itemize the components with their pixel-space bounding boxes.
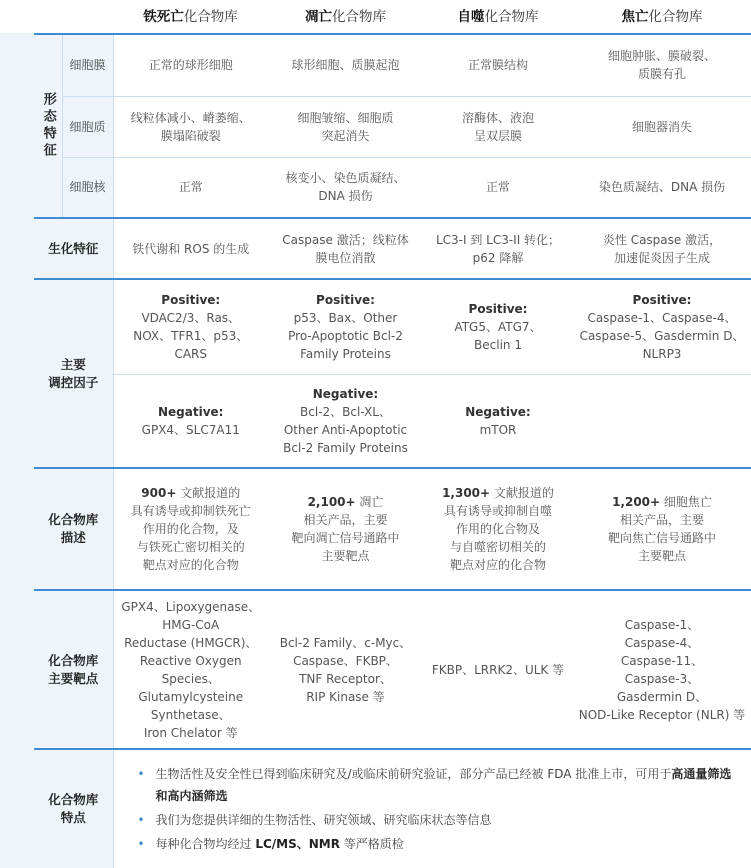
features-cell bbox=[113, 749, 751, 868]
morph-cell: 正常 bbox=[423, 157, 573, 218]
description-cell: 1,200+ 细胞焦亡 相关产品，主要 靶向焦亡信号通路中 主要靶点 bbox=[573, 468, 751, 590]
morph-sub-label: 细胞质 bbox=[62, 96, 113, 157]
regulators-positive-row bbox=[34, 279, 751, 374]
regulator-positive-cell: Positive: Caspase-1、Caspase-4、 Caspase-5、Gasdermin D、 NLRP3 bbox=[573, 279, 751, 374]
biochem-cell: Caspase 激活；线粒体 膜电位消散 bbox=[268, 218, 423, 279]
morph-row-nucleus bbox=[34, 157, 751, 218]
targets-cell: Caspase-1、 Caspase-4、 Caspase-11、 Caspase-3、 Gasdermin D、 NOD-Like Receptor (NLR) 等 bbox=[573, 590, 751, 749]
morph-cell: 细胞皱缩、细胞质 突起消失 bbox=[268, 96, 423, 157]
biochem-cell: 炎性 Caspase 激活， 加速促炎因子生成 bbox=[573, 218, 751, 279]
header-ferroptosis: 铁死亡化合物库 bbox=[143, 8, 238, 25]
biochem-label: 生化特征 bbox=[34, 218, 113, 279]
header-row bbox=[34, 0, 751, 34]
morph-cell: 线粒体减小、嵴萎缩、 膜塌陷破裂 bbox=[113, 96, 268, 157]
biochem-cell: 铁代谢和 ROS 的生成 bbox=[113, 218, 268, 279]
regulator-negative-cell-empty bbox=[573, 374, 751, 468]
morph-cell: 细胞肿胀、膜破裂、 质膜有孔 bbox=[573, 34, 751, 96]
morph-row-cytoplasm bbox=[34, 96, 751, 157]
morph-cell: 染色质凝结、DNA 损伤 bbox=[573, 157, 751, 218]
bullet-icon: • bbox=[137, 767, 145, 781]
targets-cell: GPX4、Lipoxygenase、 HMG-CoA Reductase (HMGCR)、 Reactive Oxygen Species、 Glutamylcysteine Synthetase、 Iron Chelator 等 bbox=[113, 590, 268, 749]
morph-row-membrane bbox=[34, 34, 751, 96]
regulators-negative-row bbox=[34, 374, 751, 468]
biochem-row bbox=[34, 218, 751, 279]
morph-sub-label: 细胞核 bbox=[62, 157, 113, 218]
features-list bbox=[118, 763, 748, 855]
description-row bbox=[34, 468, 751, 590]
morph-cell: 正常的球形细胞 bbox=[113, 34, 268, 96]
comparison-table bbox=[34, 0, 751, 868]
morph-label: 形态特征 bbox=[34, 34, 62, 218]
regulators-label: 主要 调控因子 bbox=[34, 279, 113, 468]
targets-row bbox=[34, 590, 751, 749]
header-corner bbox=[34, 0, 113, 34]
bullet-icon: • bbox=[137, 837, 145, 851]
regulator-positive-cell: Positive: ATG5、ATG7、 Beclin 1 bbox=[423, 279, 573, 374]
description-cell: 1,300+ 文献报道的 具有诱导或抑制自噬 作用的化合物及 与自噬密切相关的 靶点对应的化合物 bbox=[423, 468, 573, 590]
regulator-negative-cell: Negative: GPX4、SLC7A11 bbox=[113, 374, 268, 468]
description-label: 化合物库 描述 bbox=[34, 468, 113, 590]
targets-cell: Bcl-2 Family、c-Myc、 Caspase、FKBP、 TNF Receptor、 RIP Kinase 等 bbox=[268, 590, 423, 749]
morph-cell: 溶酶体、液泡 呈双层膜 bbox=[423, 96, 573, 157]
feature-item: • 我们为您提供详细的生物活性、研究领域、研究临床状态等信息 bbox=[138, 809, 738, 831]
morph-cell: 细胞器消失 bbox=[573, 96, 751, 157]
feature-item: • 每种化合物均经过 LC/MS、NMR 等严格质检 bbox=[138, 833, 738, 855]
regulator-negative-cell: Negative: Bcl-2、Bcl-XL、 Other Anti-Apoptotic Bcl-2 Family Proteins bbox=[268, 374, 423, 468]
header-autophagy: 自噬化合物库 bbox=[457, 8, 539, 25]
morph-sub-label: 细胞膜 bbox=[62, 34, 113, 96]
morph-cell: 正常膜结构 bbox=[423, 34, 573, 96]
feature-item: • 生物活性及安全性已得到临床研究及/或临床前研究验证，部分产品已经被 FDA 批准上市，可用于高通量筛选和高内涵筛选 bbox=[138, 763, 738, 807]
features-label: 化合物库 特点 bbox=[34, 749, 113, 868]
regulator-positive-cell: Positive: p53、Bax、Other Pro-Apoptotic Bcl-2 Family Proteins bbox=[268, 279, 423, 374]
targets-label: 化合物库 主要靶点 bbox=[34, 590, 113, 749]
header-apoptosis: 凋亡化合物库 bbox=[305, 8, 386, 25]
morph-cell: 正常 bbox=[113, 157, 268, 218]
bullet-icon: • bbox=[137, 813, 145, 827]
morph-cell: 核变小、染色质凝结、 DNA 损伤 bbox=[268, 157, 423, 218]
left-edge-band bbox=[0, 33, 34, 868]
description-cell: 900+ 文献报道的 具有诱导或抑制铁死亡 作用的化合物，及 与铁死亡密切相关的 靶点对应的化合物 bbox=[113, 468, 268, 590]
description-cell: 2,100+ 凋亡 相关产品，主要 靶向凋亡信号通路中 主要靶点 bbox=[268, 468, 423, 590]
header-pyroptosis: 焦亡化合物库 bbox=[621, 8, 703, 25]
morph-cell: 球形细胞、质膜起泡 bbox=[268, 34, 423, 96]
features-row bbox=[34, 749, 751, 868]
regulator-negative-cell: Negative: mTOR bbox=[423, 374, 573, 468]
regulator-positive-cell: Positive: VDAC2/3、Ras、 NOX、TFR1、p53、CARS bbox=[113, 279, 268, 374]
biochem-cell: LC3-I 到 LC3-II 转化； p62 降解 bbox=[423, 218, 573, 279]
targets-cell: FKBP、LRRK2、ULK 等 bbox=[423, 590, 573, 749]
